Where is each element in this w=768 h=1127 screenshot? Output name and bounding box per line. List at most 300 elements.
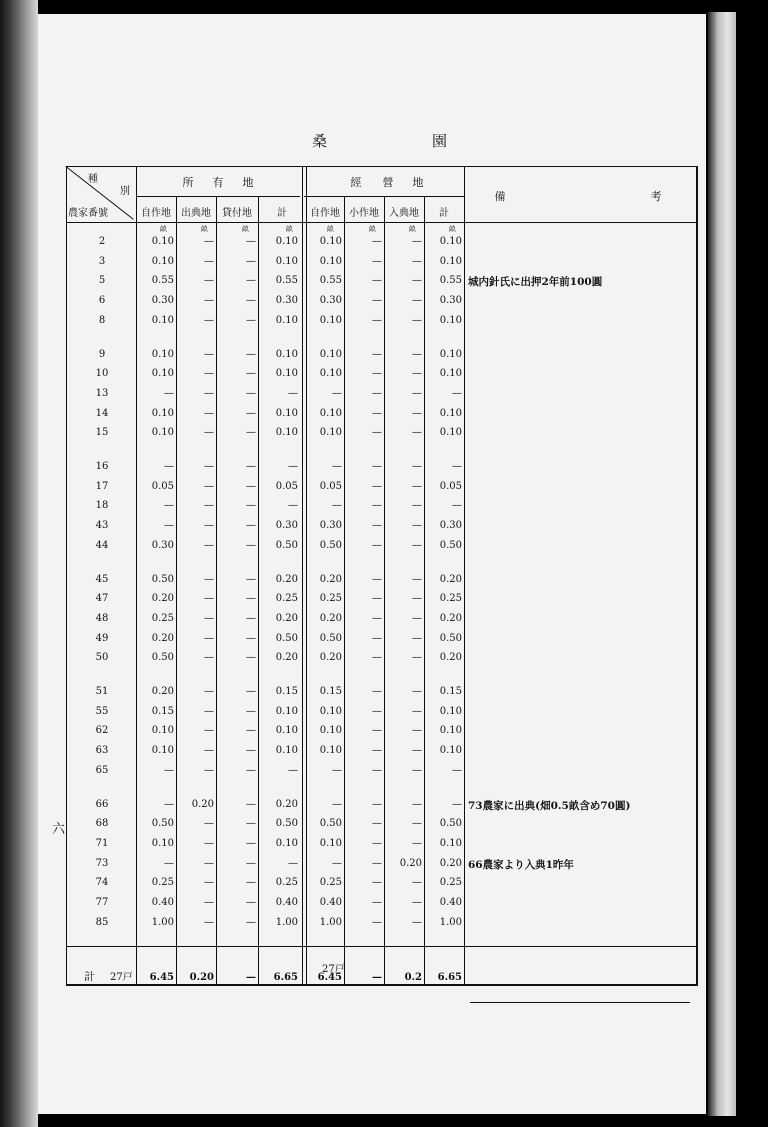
header-bottom-line	[66, 222, 698, 223]
cell-value: 0.20	[439, 573, 462, 585]
farm-number: 77	[95, 897, 109, 908]
cell-value: 0.20	[399, 857, 422, 869]
cell-value: —	[412, 427, 422, 439]
unit-label-5: 畝	[369, 225, 376, 233]
cell-value: —	[246, 255, 256, 267]
cell-value: 1.00	[439, 916, 462, 928]
cell-value: 0.10	[319, 348, 342, 360]
farm-number: 14	[95, 407, 109, 419]
total-value: 6.45	[317, 972, 342, 984]
remark-note: 城内針氏に出押2年前100圓	[468, 276, 603, 289]
cell-value: —	[246, 652, 256, 664]
unit-label-3: 畝	[286, 225, 293, 233]
cell-value: —	[246, 745, 256, 757]
cell-value: 0.25	[439, 877, 462, 889]
cell-value: 0.25	[151, 877, 174, 889]
farm-number: 74	[95, 877, 109, 889]
sub-header-owned-3: 計	[277, 208, 287, 219]
total-value: —	[246, 972, 256, 984]
page-number: 六	[52, 822, 66, 837]
cell-value: 0.40	[439, 897, 462, 908]
cell-value: 0.10	[319, 314, 342, 326]
cell-value: 0.30	[439, 295, 462, 307]
cell-value: —	[164, 387, 174, 399]
cell-value: 0.10	[275, 314, 298, 326]
farm-number: 62	[95, 725, 109, 737]
cell-value: —	[246, 520, 256, 532]
cell-value: —	[246, 798, 256, 810]
cell-value: 0.30	[319, 295, 342, 307]
cell-value: —	[412, 745, 422, 757]
cell-value: 0.50	[151, 818, 174, 830]
cell-value: 0.25	[319, 593, 342, 605]
column-line-5	[302, 166, 303, 986]
total-value: 0.20	[189, 972, 214, 984]
unit-label-4: 畝	[327, 225, 334, 233]
cell-value: —	[246, 897, 256, 908]
cell-value: —	[412, 764, 422, 776]
cell-value: 0.10	[151, 368, 174, 380]
cell-value: 0.20	[319, 652, 342, 664]
cell-value: 0.50	[439, 539, 462, 551]
cell-value: 0.10	[275, 255, 298, 267]
unit-label-6: 畝	[409, 225, 416, 233]
farm-number: 17	[95, 480, 109, 492]
cell-value: —	[246, 612, 256, 624]
cell-value: —	[412, 255, 422, 267]
cell-value: —	[288, 500, 298, 512]
table-bottom-border	[66, 984, 698, 986]
cell-value: —	[412, 916, 422, 928]
cell-value: 0.10	[439, 368, 462, 380]
farm-number: 71	[95, 837, 109, 849]
cell-value: 0.15	[319, 686, 342, 697]
cell-value: 0.10	[151, 255, 174, 267]
farm-number: 49	[95, 632, 109, 644]
farm-number: 43	[95, 520, 109, 532]
cell-value: —	[246, 427, 256, 439]
cell-value: —	[412, 295, 422, 307]
cell-value: —	[246, 837, 256, 849]
cell-value: —	[372, 236, 382, 247]
cell-value: 0.20	[151, 686, 174, 697]
cell-value: 0.10	[439, 745, 462, 757]
cell-value: 0.10	[275, 236, 298, 247]
cell-value: 0.50	[439, 632, 462, 644]
cell-value: 0.10	[439, 705, 462, 717]
cell-value: 0.50	[319, 818, 342, 830]
farm-number: 3	[98, 255, 106, 267]
cell-value: —	[246, 686, 256, 697]
cell-value: 0.55	[319, 275, 342, 287]
cell-value: —	[246, 818, 256, 830]
cell-value: 0.25	[439, 593, 462, 605]
cell-value: 0.05	[275, 480, 298, 492]
operated-title-1: 經	[350, 176, 362, 189]
cell-value: —	[412, 593, 422, 605]
cell-value: 0.10	[151, 725, 174, 737]
remark-note: 66農家より入典1昨年	[468, 858, 574, 871]
cell-value: 0.05	[151, 480, 174, 492]
cell-value: —	[246, 236, 256, 247]
sub-header-owned-2: 貸付地	[222, 208, 252, 219]
cell-value: 0.10	[275, 837, 298, 849]
farm-number: 65	[95, 764, 109, 776]
cell-value: 0.30	[439, 520, 462, 532]
cell-value: —	[204, 857, 214, 869]
cell-value: 0.10	[151, 314, 174, 326]
cell-value: —	[412, 461, 422, 472]
cell-value: 0.20	[151, 593, 174, 605]
cell-value: —	[372, 897, 382, 908]
cell-value: —	[412, 573, 422, 585]
cell-value: —	[372, 818, 382, 830]
cell-value: 0.15	[275, 686, 298, 697]
cell-value: —	[412, 480, 422, 492]
cell-value: —	[246, 705, 256, 717]
cell-value: 0.10	[151, 427, 174, 439]
cell-value: —	[412, 407, 422, 419]
cell-value: —	[204, 686, 214, 697]
cell-value: 0.20	[275, 652, 298, 664]
farm-number: 15	[95, 427, 109, 439]
cell-value: —	[412, 612, 422, 624]
farm-number: 8	[98, 314, 106, 326]
cell-value: —	[372, 255, 382, 267]
cell-value: —	[412, 348, 422, 360]
cell-value: —	[412, 632, 422, 644]
cell-value: 0.20	[319, 573, 342, 585]
cell-value: —	[204, 295, 214, 307]
cell-value: —	[204, 255, 214, 267]
farm-number: 2	[98, 236, 106, 247]
cell-value: —	[372, 461, 382, 472]
farm-number: 6	[98, 295, 106, 307]
cell-value: —	[372, 407, 382, 419]
cell-value: —	[412, 837, 422, 849]
unit-label-7: 畝	[449, 225, 456, 233]
cell-value: 0.10	[151, 407, 174, 419]
cell-value: 0.10	[319, 255, 342, 267]
cell-value: —	[246, 593, 256, 605]
cell-value: —	[372, 368, 382, 380]
cell-value: 0.10	[439, 255, 462, 267]
cell-value: 0.40	[151, 897, 174, 908]
cell-value: —	[372, 916, 382, 928]
remarks-title-1: 備	[494, 190, 506, 203]
farm-number: 47	[95, 593, 109, 605]
cell-value: —	[372, 877, 382, 889]
cell-value: 0.20	[319, 612, 342, 624]
cell-value: —	[412, 877, 422, 889]
table-top-border	[66, 166, 698, 167]
cell-value: 0.05	[319, 480, 342, 492]
cell-value: —	[204, 348, 214, 360]
corner-label-mid: 別	[120, 186, 130, 197]
cell-value: 0.10	[319, 705, 342, 717]
cell-value: 0.20	[275, 798, 298, 810]
cell-value: —	[204, 539, 214, 551]
cell-value: —	[204, 612, 214, 624]
cell-value: —	[372, 520, 382, 532]
cell-value: 0.55	[275, 275, 298, 287]
total-value: 6.45	[149, 972, 174, 984]
sub-header-operated-1: 小作地	[349, 208, 379, 219]
cell-value: 0.15	[439, 686, 462, 697]
cell-value: —	[412, 897, 422, 908]
farm-number: 44	[95, 539, 109, 551]
total-households-operated: 27戸	[322, 964, 345, 976]
cell-value: 0.50	[319, 632, 342, 644]
cell-value: —	[412, 818, 422, 830]
cell-value: —	[204, 593, 214, 605]
cell-value: —	[246, 348, 256, 360]
cell-value: —	[204, 837, 214, 849]
cell-value: —	[204, 818, 214, 830]
cell-value: 0.10	[319, 745, 342, 757]
cell-value: 0.10	[151, 236, 174, 247]
cell-value: —	[372, 798, 382, 810]
farm-number: 48	[95, 612, 109, 624]
cell-value: —	[246, 387, 256, 399]
cell-value: 0.50	[151, 573, 174, 585]
farm-number: 50	[95, 652, 109, 664]
cell-value: 0.10	[275, 427, 298, 439]
cell-value: 1.00	[151, 916, 174, 928]
cell-value: —	[372, 837, 382, 849]
title-char-2: 園	[432, 132, 448, 150]
cell-value: —	[372, 764, 382, 776]
cell-value: —	[204, 275, 214, 287]
cell-value: —	[452, 500, 462, 512]
cell-value: 0.10	[151, 348, 174, 360]
cell-value: —	[246, 857, 256, 869]
cell-value: 0.50	[319, 539, 342, 551]
cell-value: —	[372, 295, 382, 307]
cell-value: —	[204, 897, 214, 908]
cell-value: —	[372, 725, 382, 737]
cell-value: —	[204, 652, 214, 664]
cell-value: —	[246, 916, 256, 928]
column-line-4	[258, 196, 259, 986]
cell-value: —	[246, 764, 256, 776]
cell-value: —	[372, 573, 382, 585]
cell-value: —	[332, 798, 342, 810]
cell-value: 0.20	[439, 652, 462, 664]
cell-value: 0.10	[439, 348, 462, 360]
page-right-edge	[708, 12, 736, 1116]
page-title	[0, 130, 768, 152]
cell-value: —	[288, 387, 298, 399]
cell-value: —	[372, 500, 382, 512]
cell-value: 0.25	[275, 877, 298, 889]
cell-value: —	[246, 632, 256, 644]
total-top-line	[66, 946, 698, 947]
cell-value: 0.10	[439, 236, 462, 247]
cell-value: —	[288, 461, 298, 472]
cell-value: 0.55	[151, 275, 174, 287]
remark-underline	[470, 1002, 690, 1003]
cell-value: —	[204, 745, 214, 757]
cell-value: —	[246, 480, 256, 492]
cell-value: —	[412, 520, 422, 532]
cell-value: —	[204, 916, 214, 928]
cell-value: 0.20	[275, 612, 298, 624]
cell-value: —	[372, 686, 382, 697]
cell-value: 0.30	[319, 520, 342, 532]
unit-label-2: 畝	[242, 225, 249, 233]
cell-value: —	[204, 764, 214, 776]
cell-value: —	[372, 480, 382, 492]
cell-value: —	[204, 573, 214, 585]
cell-value: 0.15	[151, 705, 174, 717]
cell-value: —	[412, 705, 422, 717]
cell-value: —	[332, 461, 342, 472]
cell-value: 0.10	[439, 407, 462, 419]
header-owned-divider	[136, 196, 300, 197]
cell-value: 0.10	[319, 236, 342, 247]
cell-value: 1.00	[319, 916, 342, 928]
cell-value: 0.10	[275, 348, 298, 360]
cell-value: —	[246, 877, 256, 889]
cell-value: —	[246, 314, 256, 326]
cell-value: 0.10	[275, 745, 298, 757]
cell-value: 0.25	[151, 612, 174, 624]
cell-value: —	[246, 539, 256, 551]
farm-number: 68	[95, 818, 109, 830]
cell-value: —	[412, 275, 422, 287]
total-households: 27戸	[110, 972, 133, 984]
cell-value: —	[452, 764, 462, 776]
cell-value: 0.10	[275, 725, 298, 737]
cell-value: —	[372, 387, 382, 399]
cell-value: —	[412, 652, 422, 664]
farm-number: 63	[95, 745, 109, 757]
cell-value: —	[204, 236, 214, 247]
cell-value: 0.25	[275, 593, 298, 605]
cell-value: 0.40	[275, 897, 298, 908]
cell-value: —	[372, 314, 382, 326]
cell-value: 0.20	[275, 573, 298, 585]
cell-value: —	[246, 368, 256, 380]
cell-value: —	[372, 652, 382, 664]
farm-number: 55	[95, 705, 109, 717]
cell-value: —	[204, 725, 214, 737]
cell-value: —	[204, 520, 214, 532]
cell-value: 0.50	[151, 652, 174, 664]
cell-value: —	[204, 461, 214, 472]
unit-label-0: 畝	[160, 225, 167, 233]
cell-value: —	[372, 705, 382, 717]
cell-value: 0.10	[319, 368, 342, 380]
farm-number: 16	[95, 461, 109, 472]
farm-number: 18	[95, 500, 109, 512]
cell-value: —	[164, 764, 174, 776]
cell-value: —	[412, 368, 422, 380]
remarks-title-2: 考	[650, 190, 662, 203]
cell-value: 0.20	[439, 612, 462, 624]
farm-number: 66	[95, 798, 109, 810]
cell-value: —	[288, 764, 298, 776]
cell-value: —	[332, 500, 342, 512]
cell-value: —	[372, 275, 382, 287]
page-left-edge	[0, 0, 38, 1127]
cell-value: —	[372, 427, 382, 439]
cell-value: 0.10	[319, 725, 342, 737]
owned-title-3: 地	[242, 176, 254, 189]
cell-value: —	[372, 593, 382, 605]
cell-value: 0.20	[151, 632, 174, 644]
cell-value: 0.30	[151, 539, 174, 551]
cell-value: —	[332, 387, 342, 399]
cell-value: —	[164, 520, 174, 532]
cell-value: —	[204, 877, 214, 889]
farm-number: 85	[95, 916, 109, 928]
column-line-3	[216, 196, 217, 986]
title-char-1: 桑	[312, 132, 328, 150]
cell-value: 0.10	[151, 837, 174, 849]
cell-value: —	[204, 427, 214, 439]
cell-value: —	[204, 314, 214, 326]
operated-title-3: 地	[412, 176, 424, 189]
cell-value: —	[412, 725, 422, 737]
cell-value: —	[372, 539, 382, 551]
cell-value: 0.10	[319, 837, 342, 849]
cell-value: —	[412, 500, 422, 512]
remark-note: 73農家に出典(畑0.5畝含め70圓)	[468, 799, 631, 812]
cell-value: 0.10	[275, 368, 298, 380]
cell-value: 0.10	[319, 427, 342, 439]
cell-value: —	[246, 500, 256, 512]
farm-number: 13	[95, 387, 109, 399]
cell-value: 0.10	[319, 407, 342, 419]
sub-header-owned-0: 自作地	[141, 208, 171, 219]
cell-value: —	[372, 632, 382, 644]
cell-value: —	[164, 857, 174, 869]
cell-value: —	[412, 539, 422, 551]
cell-value: 1.00	[275, 916, 298, 928]
cell-value: —	[204, 500, 214, 512]
cell-value: 0.25	[319, 877, 342, 889]
cell-value: 0.30	[275, 520, 298, 532]
total-value: —	[372, 972, 382, 984]
cell-value: —	[204, 368, 214, 380]
farm-number: 10	[95, 368, 109, 380]
cell-value: —	[246, 725, 256, 737]
cell-value: —	[412, 387, 422, 399]
column-line-9	[464, 166, 465, 986]
cell-value: —	[204, 387, 214, 399]
cell-value: —	[412, 686, 422, 697]
unit-label-1: 畝	[201, 225, 208, 233]
table-left-border	[66, 166, 67, 986]
total-value: 6.65	[437, 972, 462, 984]
cell-value: —	[246, 573, 256, 585]
cell-value: —	[204, 705, 214, 717]
cell-value: —	[332, 857, 342, 869]
cell-value: —	[412, 798, 422, 810]
cell-value: —	[332, 764, 342, 776]
cell-value: —	[412, 314, 422, 326]
cell-value: —	[372, 745, 382, 757]
cell-value: 0.05	[439, 480, 462, 492]
cell-value: 0.50	[275, 818, 298, 830]
cell-value: —	[452, 798, 462, 810]
cell-value: 0.50	[439, 818, 462, 830]
cell-value: 0.10	[275, 705, 298, 717]
total-label: 計	[84, 970, 95, 984]
cell-value: 0.10	[275, 407, 298, 419]
